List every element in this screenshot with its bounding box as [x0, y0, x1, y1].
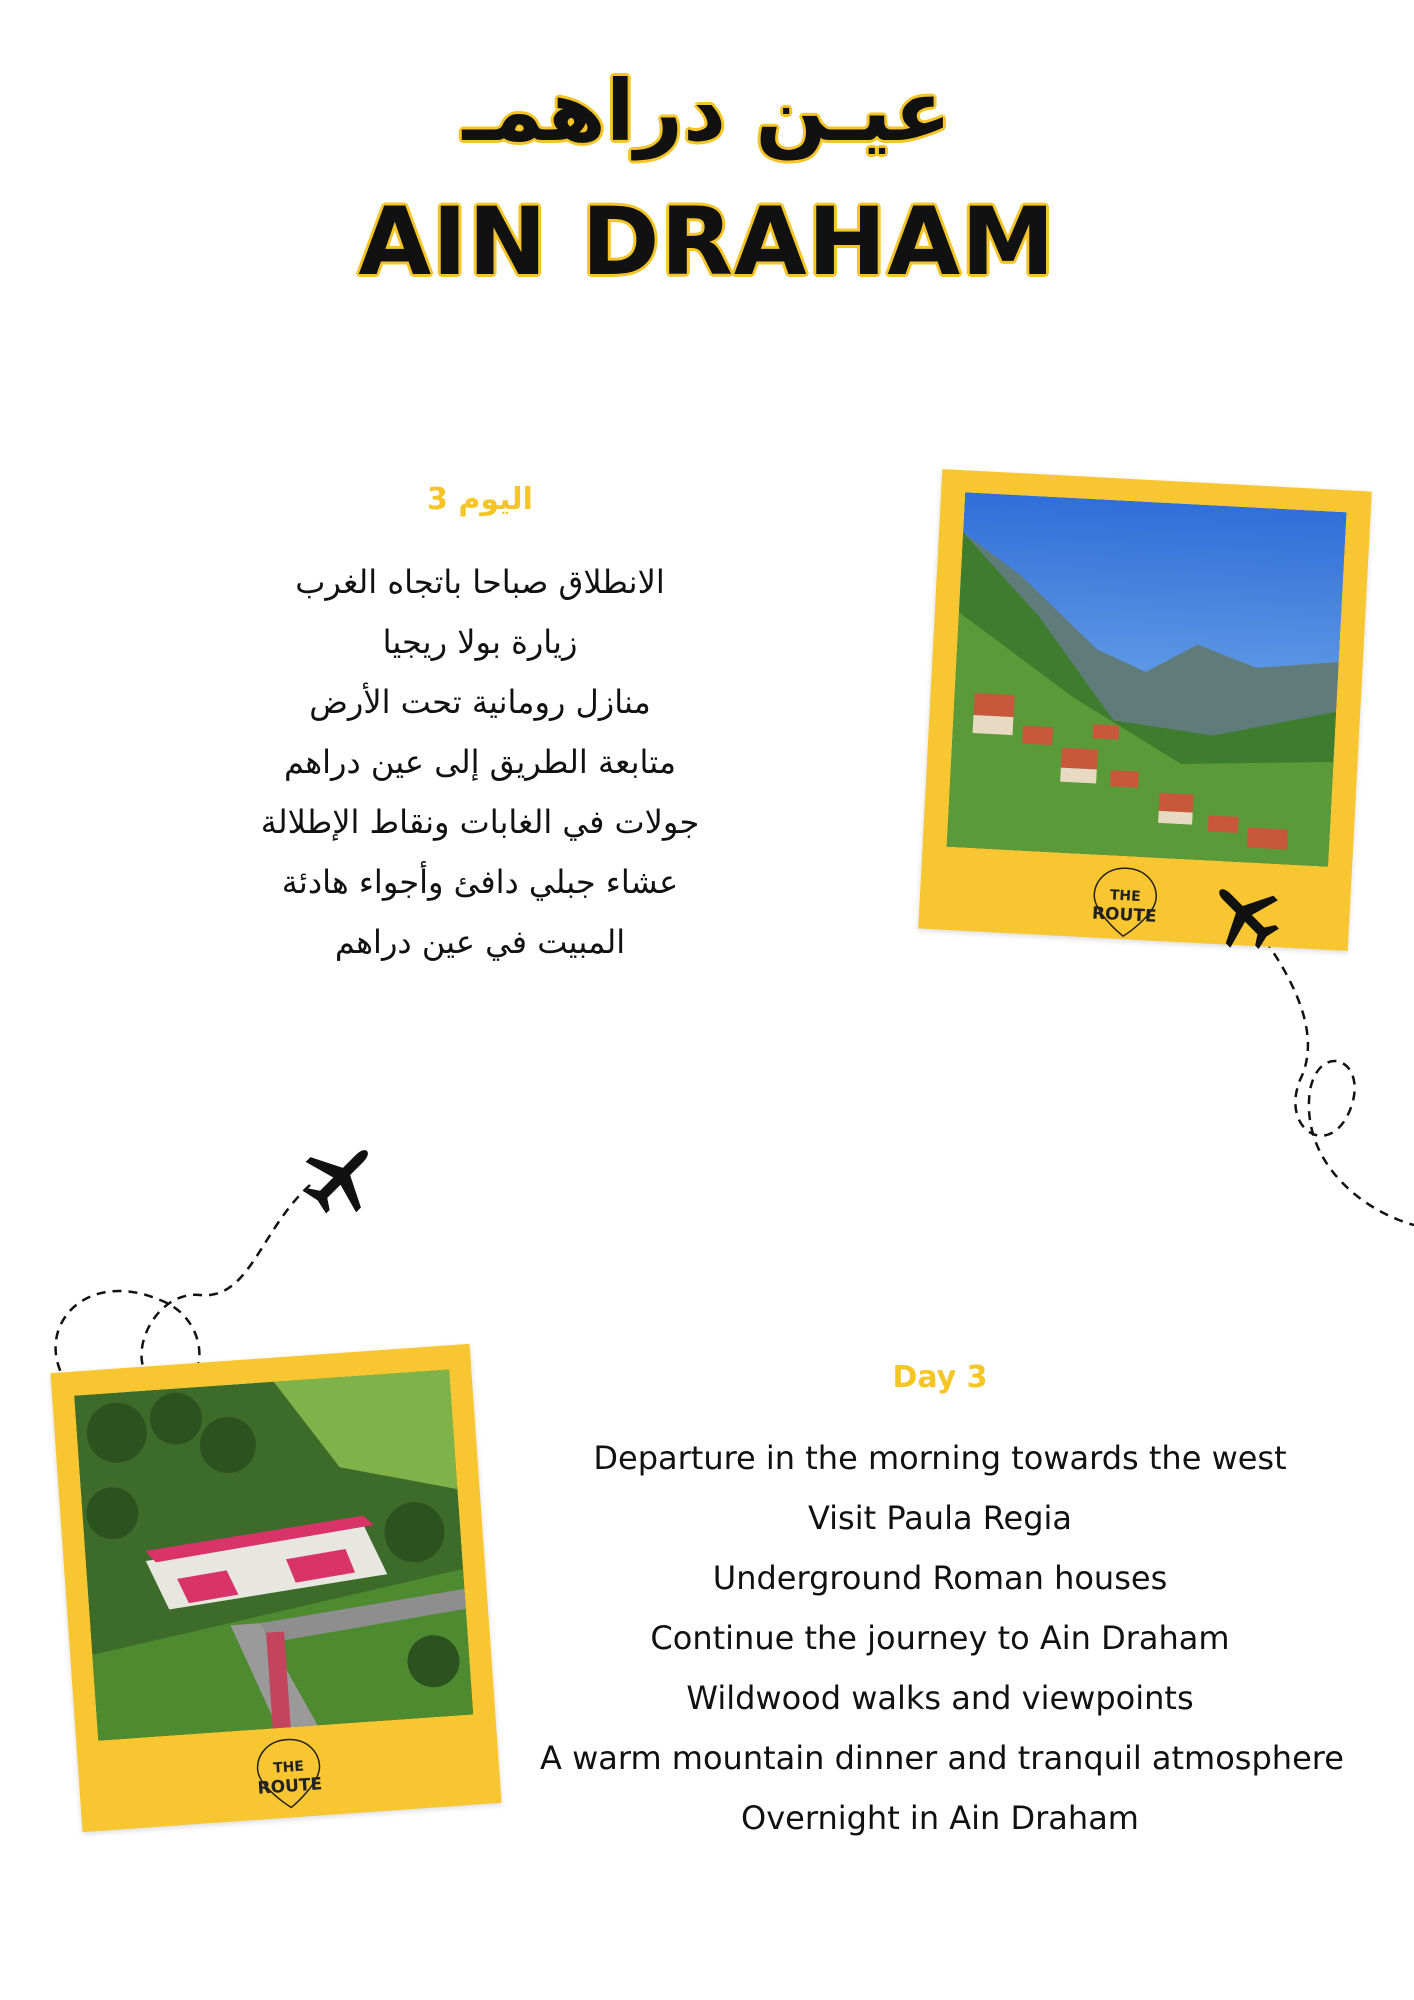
itinerary-line: جولات في الغابات ونقاط الإطلالة: [260, 803, 700, 841]
itinerary-line: Continue the journey to Ain Draham: [650, 1619, 1230, 1657]
itinerary-line: A warm mountain dinner and tranquil atmosphere: [540, 1739, 1344, 1777]
title-english: AIN DRAHAM: [358, 188, 1056, 297]
photo-frame-hotel: [50, 1344, 501, 1832]
itinerary-line: Overnight in Ain Draham: [741, 1799, 1139, 1837]
itinerary-line: Wildwood walks and viewpoints: [686, 1679, 1194, 1717]
title-arabic: عيـن دراهمـ: [462, 62, 952, 160]
logo-text-the: THE: [272, 1758, 305, 1777]
logo-text-route: ROUTE: [256, 1774, 323, 1799]
logo-text-route: ROUTE: [1091, 903, 1157, 927]
logo-text-the: THE: [1109, 887, 1142, 906]
itinerary-line: متابعة الطريق إلى عين دراهم: [283, 743, 677, 781]
plane-icon: [298, 1135, 383, 1220]
the-route-logo: [1078, 860, 1172, 945]
photo-frame-mountains: [918, 469, 1371, 951]
itinerary-line: زيارة بولا ريجيا: [382, 623, 578, 661]
day-heading-arabic: اليوم 3: [427, 482, 533, 517]
itinerary-line: Visit Paula Regia: [807, 1499, 1073, 1537]
itinerary-line: عشاء جبلي دافئ وأجواء هادئة: [281, 863, 679, 901]
itinerary-line: المبيت في عين دراهم: [334, 923, 626, 961]
plane-icon: [1205, 875, 1285, 955]
itinerary-line: Departure in the morning towards the west: [593, 1439, 1287, 1477]
mountain-village-photo: [947, 492, 1347, 867]
itinerary-line: Underground Roman houses: [712, 1559, 1168, 1597]
day-heading-english: Day 3: [892, 1360, 988, 1395]
itinerary-line: الانطلاق صباحا باتجاه الغرب: [295, 563, 665, 601]
the-route-logo: [241, 1731, 336, 1817]
itinerary-line: منازل رومانية تحت الأرض: [309, 683, 651, 721]
hotel-aerial-photo: [74, 1369, 473, 1740]
